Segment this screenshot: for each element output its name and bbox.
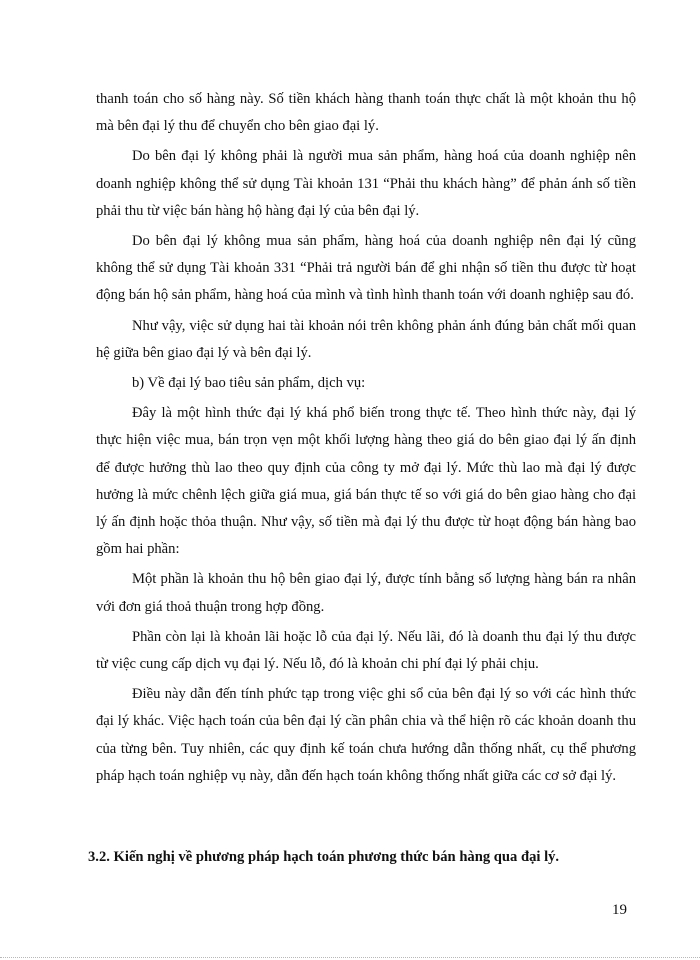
section-heading: 3.2. Kiến nghị về phương pháp hạch toán phương thức bán hàng qua đại lý. <box>88 849 560 865</box>
paragraph-2: Do bên đại lý không phải là người mua sản phẩm, hàng hoá của doanh nghiệp nên doanh nghiệp không thể sử dụng Tài khoản 131 “Phải thu khách hàng” để phản ánh số tiền phải thu từ việc bán hàng hộ hàng đại lý của bên đại lý. <box>96 148 636 219</box>
paragraph-3: Do bên đại lý không mua sản phẩm, hàng hoá của doanh nghiệp nên đại lý cũng không thể sử dụng Tài khoản 331 “Phải trả người bán để ghi nhận số tiền thu được từ hoạt động bán hộ sản phẩm, hàng hoá của mình và tình hình thanh toán với doanh nghiệp sau đó. <box>96 233 636 304</box>
paragraph-9: Điều này dẫn đến tính phức tạp trong việc ghi sổ của bên đại lý so với các hình thức đại lý khác. Việc hạch toán của bên đại lý cần phân chia và thể hiện rõ các khoản doanh thu của từng bên. Tuy nhiên, các quy định kế toán chưa hướng dẫn thống nhất, cụ thể phương pháp hạch toán nghiệp vụ này, dẫn đến hạch toán không thống nhất giữa các cơ sở đại lý. <box>96 686 636 784</box>
subheading-b: b) Về đại lý bao tiêu sản phẩm, dịch vụ: <box>132 375 366 392</box>
paragraph-7: Một phần là khoản thu hộ bên giao đại lý, được tính bằng số lượng hàng bán ra nhân với đơn giá thoả thuận trong hợp đồng. <box>96 571 636 615</box>
page-number: 19 <box>612 902 627 918</box>
paragraph-6: Đây là một hình thức đại lý khá phổ biến trong thực tế. Theo hình thức này, đại lý thực hiện việc mua, bán trọn vẹn một khối lượng hàng theo giá do bên giao đại lý ấn định để được hưởng thù lao theo quy định của công ty mở đại lý. Mức thù lao mà đại lý được hưởng là mức chênh lệch giữa giá mua, giá bán thực tế so với giá do bên giao hàng cho đại lý ấn định hoặc thỏa thuận. Như vậy, số tiền mà đại lý thu được từ hoạt động bán hàng bao gồm hai phần: <box>96 405 636 558</box>
page-bottom-divider <box>0 957 700 958</box>
paragraph-1: thanh toán cho số hàng này. Số tiền khách hàng thanh toán thực chất là một khoản thu hộ mà bên đại lý thu để chuyển cho bên giao đại lý. <box>96 91 636 135</box>
body-text <box>96 86 636 793</box>
paragraph-8: Phần còn lại là khoản lãi hoặc lỗ của đại lý. Nếu lãi, đó là doanh thu đại lý thu được từ việc cung cấp dịch vụ đại lý. Nếu lỗ, đó là khoản chi phí đại lý phải chịu. <box>96 628 636 673</box>
paragraph-4: Như vậy, việc sử dụng hai tài khoản nói trên không phản ánh đúng bản chất mối quan hệ giữa bên giao đại lý và bên đại lý. <box>96 317 636 361</box>
